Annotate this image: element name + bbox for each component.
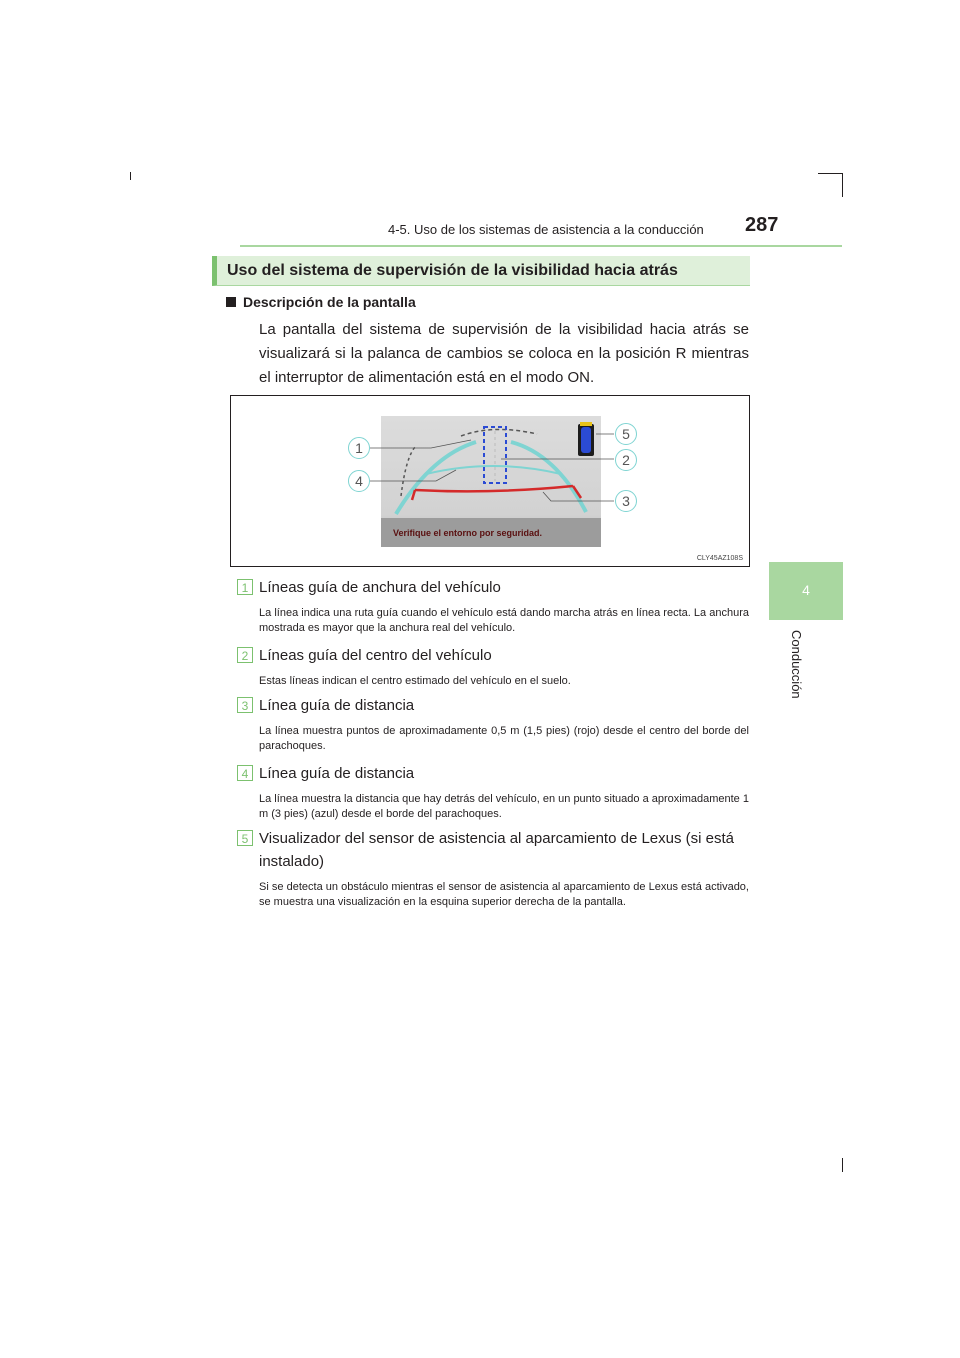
item-desc-1: La línea indica una ruta guía cuando el vehículo está dando marcha atrás en línea recta. La anchura mostrada es mayor que la anchura real del vehículo. <box>259 607 749 634</box>
square-bullet-icon <box>226 297 236 307</box>
item-badge-3: 3 <box>237 697 253 713</box>
figure-code: CLY45AZ108S <box>696 555 743 562</box>
item-title-5: Visualizador del sensor de asistencia al aparcamiento de Lexus (si está instalado) <box>259 830 734 870</box>
car-icon <box>581 427 591 453</box>
section-title-bar <box>212 256 750 286</box>
callout-1: 1 <box>348 437 370 459</box>
item-title-3: Línea guía de distancia <box>259 697 415 714</box>
item-badge-1: 1 <box>237 579 253 595</box>
item-title-2: Líneas guía del centro del vehículo <box>259 647 492 664</box>
subheading <box>243 294 416 310</box>
page-number: 287 <box>745 214 779 236</box>
callout-4: 4 <box>348 470 370 492</box>
chapter-label: Conducción <box>789 630 804 699</box>
item-title-4: Línea guía de distancia <box>259 765 415 782</box>
camera-warning-text: Verifique el entorno por seguridad. <box>393 528 543 538</box>
header-rule <box>240 245 842 247</box>
crop-mark-top-right-v <box>842 173 843 197</box>
item-badge-4: 4 <box>237 765 253 781</box>
sensor-indicator-icon <box>580 422 592 426</box>
item-badge-5: 5 <box>237 830 253 846</box>
intro-paragraph: La pantalla del sistema de supervisión de la visibilidad hacia atrás se visualizará si la palanca de cambios se coloca en la posición R mientras el interruptor de alimentación está en el modo ON. <box>259 321 749 386</box>
crop-mark-top-left <box>130 172 131 180</box>
item-badge-2: 2 <box>237 647 253 663</box>
chapter-number: 4 <box>802 582 810 598</box>
item-title-1: Líneas guía de anchura del vehículo <box>259 579 501 596</box>
chapter-tab <box>769 562 843 620</box>
item-desc-4: La línea muestra la distancia que hay detrás del vehículo, en un punto situado a aproximadamente 1 m (3 pies) (azul) desde el borde del parachoques. <box>259 793 749 820</box>
callout-3: 3 <box>615 490 637 512</box>
section-title: Uso del sistema de supervisión de la visibilidad hacia atrás <box>227 262 678 279</box>
subheading-text: Descripción de la pantalla <box>243 294 416 310</box>
crop-mark-top-right-h <box>818 173 842 174</box>
callout-2: 2 <box>615 449 637 471</box>
rear-camera-figure <box>230 395 750 567</box>
item-desc-3: La línea muestra puntos de aproximadamente 0,5 m (1,5 pies) (rojo) desde el centro del borde del parachoques. <box>259 725 749 752</box>
item-desc-2: Estas líneas indican el centro estimado del vehículo en el suelo. <box>259 675 571 687</box>
callout-5: 5 <box>615 423 637 445</box>
running-header-section: 4-5. Uso de los sistemas de asistencia a la conducción <box>388 222 704 237</box>
item-desc-5: Si se detecta un obstáculo mientras el sensor de asistencia al aparcamiento de Lexus está activado, se muestra una visualización en la esquina superior derecha de la pantalla. <box>259 881 749 908</box>
crop-mark-bottom-right <box>842 1158 843 1172</box>
figure-illustration <box>231 396 751 568</box>
